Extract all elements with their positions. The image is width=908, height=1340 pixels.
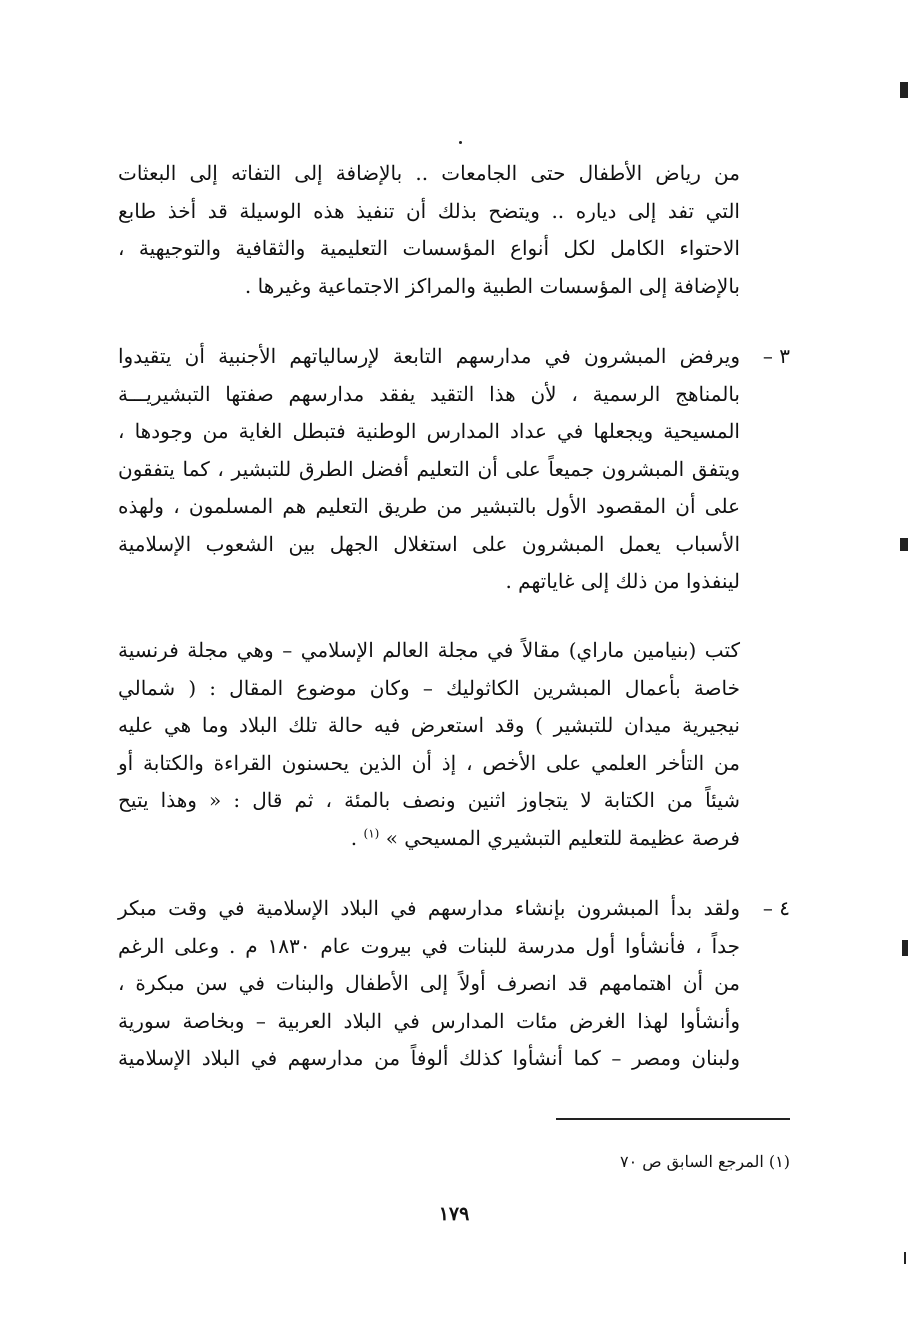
text-line: الأسباب يعمل المبشرون على استغلال الجهل بين الشعوب الإسلامية: [118, 531, 740, 556]
item-number-3: ٣ –: [762, 344, 790, 368]
text-line: الاحتواء الكامل لكل أنواع المؤسسات التعليمية والثقافية والتوجيهية ،: [118, 236, 740, 260]
text-line: كتب (بنيامين ماراي) مقالاً في مجلة العالم الإسلامي – وهي مجلة فرنسية: [118, 638, 740, 662]
quote-closing-text: فرصة عظيمة للتعليم التبشيري المسيحي »: [385, 825, 740, 850]
page-number: ١٧٩: [438, 1203, 470, 1225]
text-line: خاصة بأعمال المبشرين الكاثوليك – وكان موضوع المقال : ( شمالي: [118, 675, 740, 700]
text-line: ولقد بدأ المبشرون بإنشاء مدارسهم في البلاد الإسلامية في وقت مبكر: [118, 896, 741, 920]
footnote-divider: [556, 1118, 790, 1120]
text-line: من التأخر العلمي على الأخص ، إذ أن الذين يحسنون القراءة والكتابة أو: [118, 750, 740, 775]
item-4-paragraph: [118, 890, 740, 1078]
item-number-4: ٤ –: [762, 896, 790, 920]
footnote-reference[interactable]: (١): [363, 825, 380, 840]
item-3-paragraph: [118, 338, 740, 601]
quote-paragraph: [118, 632, 740, 857]
scan-edge-mark: [900, 538, 908, 551]
scan-edge-mark: [900, 82, 908, 98]
text-line: نيجيرية ميدان للتبشير ) وقد استعرض فيه حالة تلك البلاد وما هي عليه: [118, 713, 740, 737]
scan-speck: [459, 141, 462, 144]
text-line: ويرفض المبشرون في مدارسهم التابعة لإرسالياتهم الأجنبية أن يتقيدوا: [118, 344, 740, 368]
text-line: على أن المقصود الأول بالتبشير من طريق التعليم هم المسلمون ، ولهذه: [118, 494, 741, 518]
text-line: جداً ، فأنشأوا أول مدرسة للبنات في بيروت عام ١٨٣٠ م . وعلى الرغم: [118, 933, 741, 958]
text-line: من أن اهتمامهم قد انصرف أولاً إلى الأطفال والبنات في سن مبكرة ،: [118, 971, 740, 995]
scan-edge-mark: [904, 1252, 906, 1264]
scan-edge-mark: [902, 940, 908, 956]
sentence-end: .: [350, 825, 358, 850]
text-line: ويتفق المبشرون جميعاً على أن التعليم أفضل الطرق للتبشير ، كما يتفقون: [118, 456, 740, 481]
text-line: بالإضافة إلى المؤسسات الطبية والمراكز الاجتماعية وغيرها .: [244, 273, 740, 298]
text-line: التي تفد إلى دياره .. ويتضح بذلك أن تنفيذ هذه الوسيلة قد أخذ طابع: [118, 198, 740, 223]
paragraph-continuation: [118, 155, 740, 305]
text-line: لينفذوا من ذلك إلى غاياتهم .: [505, 569, 740, 593]
text-line: من رياض الأطفال حتى الجامعات .. بالإضافة إلى التفاته إلى البعثات: [118, 161, 740, 185]
text-line: بالمناهج الرسمية ، لأن هذا التقيد يفقد مدارسهم صفتها التبشيريـــة: [118, 381, 740, 406]
footnote: (١) المرجع السابق ص ٧٠: [619, 1152, 790, 1171]
text-line: ولبنان ومصر – كما أنشأوا كذلك ألوفاً من مدارسهم في البلاد الإسلامية: [118, 1046, 740, 1070]
text-line: وأنشأوا لهذا الغرض مئات المدارس في البلاد العربية – وبخاصة سورية: [118, 1008, 741, 1033]
text-line: [118, 820, 740, 858]
text-line: شيئاً من الكتابة لا يتجاوز اثنين ونصف بالمئة ، ثم قال : « وهذا يتيح: [118, 788, 740, 812]
text-line: المسيحية ويجعلها في عداد المدارس الوطنية فتبطل الغاية من وجودها ،: [118, 419, 740, 443]
